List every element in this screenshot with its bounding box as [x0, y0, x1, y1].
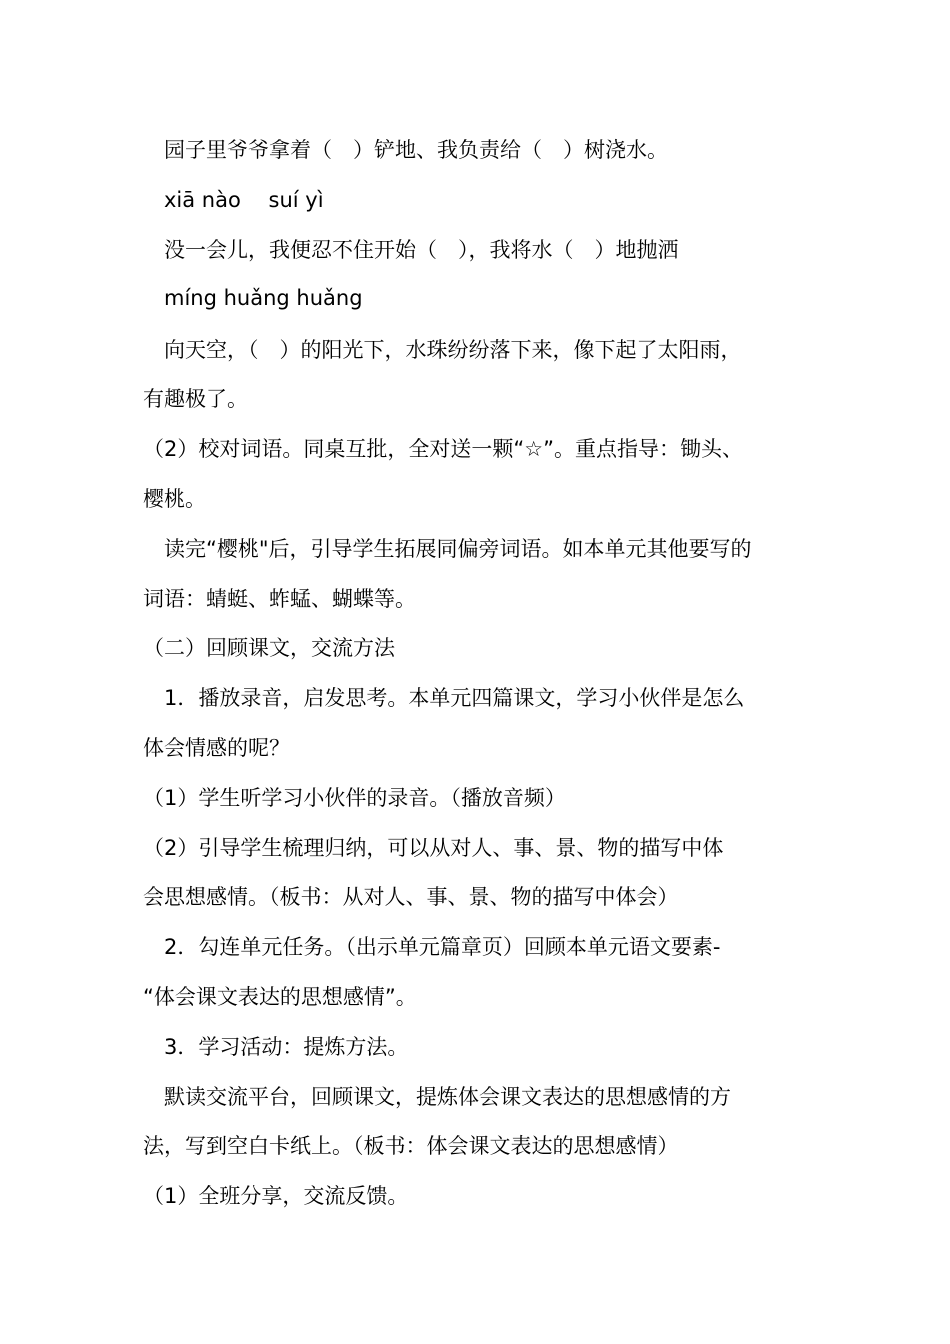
text-line: 没一会儿，我便忍不住开始（ ），我将水（ ）地抛洒 — [143, 238, 679, 262]
text-line: （1）全班分享，交流反馈。 — [143, 1184, 409, 1208]
text-line: 向天空，（ ）的阳光下，水珠纷纷落下来，像下起了太阳雨， — [143, 338, 742, 362]
text-line: 默读交流平台，回顾课文，提炼体会课文表达的思想感情的方 — [143, 1085, 731, 1109]
text-line: 樱桃。 — [143, 487, 206, 511]
text-line: 法，写到空白卡纸上。（板书：体会课文表达的思想感情） — [143, 1134, 679, 1158]
text-line: 2．勾连单元任务。（出示单元篇章页）回顾本单元语文要素- — [143, 935, 721, 959]
text-line: （1）学生听学习小伙伴的录音。（播放音频） — [143, 786, 566, 810]
text-line: 读完“樱桃"后，引导学生拓展同偏旁词语。如本单元其他要写的 — [143, 537, 752, 561]
text-line: 会思想感情。（板书：从对人、事、景、物的描写中体会） — [143, 885, 679, 909]
text-line: 词语：蜻蜓、蚱蜢、蝴蝶等。 — [143, 587, 416, 611]
text-line: 有趣极了。 — [143, 387, 248, 411]
text-line: （2）校对词语。同桌互批，全对送一颗“☆”。重点指导：锄头、 — [143, 437, 743, 461]
section-heading: （二）回顾课文，交流方法 — [143, 636, 395, 660]
text-line: （2）引导学生梳理归纳，可以从对人、事、景、物的描写中体 — [143, 836, 724, 860]
text-line: 体会情感的呢？ — [143, 736, 290, 760]
text-line: 园子里爷爷拿着（ ）铲地、我负责给（ ）树浇水。 — [143, 138, 668, 162]
text-line: 3．学习活动：提炼方法。 — [143, 1035, 409, 1059]
text-line: 1．播放录音，启发思考。本单元四篇课文，学习小伙伴是怎么 — [143, 686, 745, 710]
pinyin-line: xiā nào suí yì — [143, 188, 324, 212]
pinyin-line: míng huǎng huǎng — [143, 286, 363, 310]
text-line: “体会课文表达的思想感情”。 — [143, 985, 417, 1009]
